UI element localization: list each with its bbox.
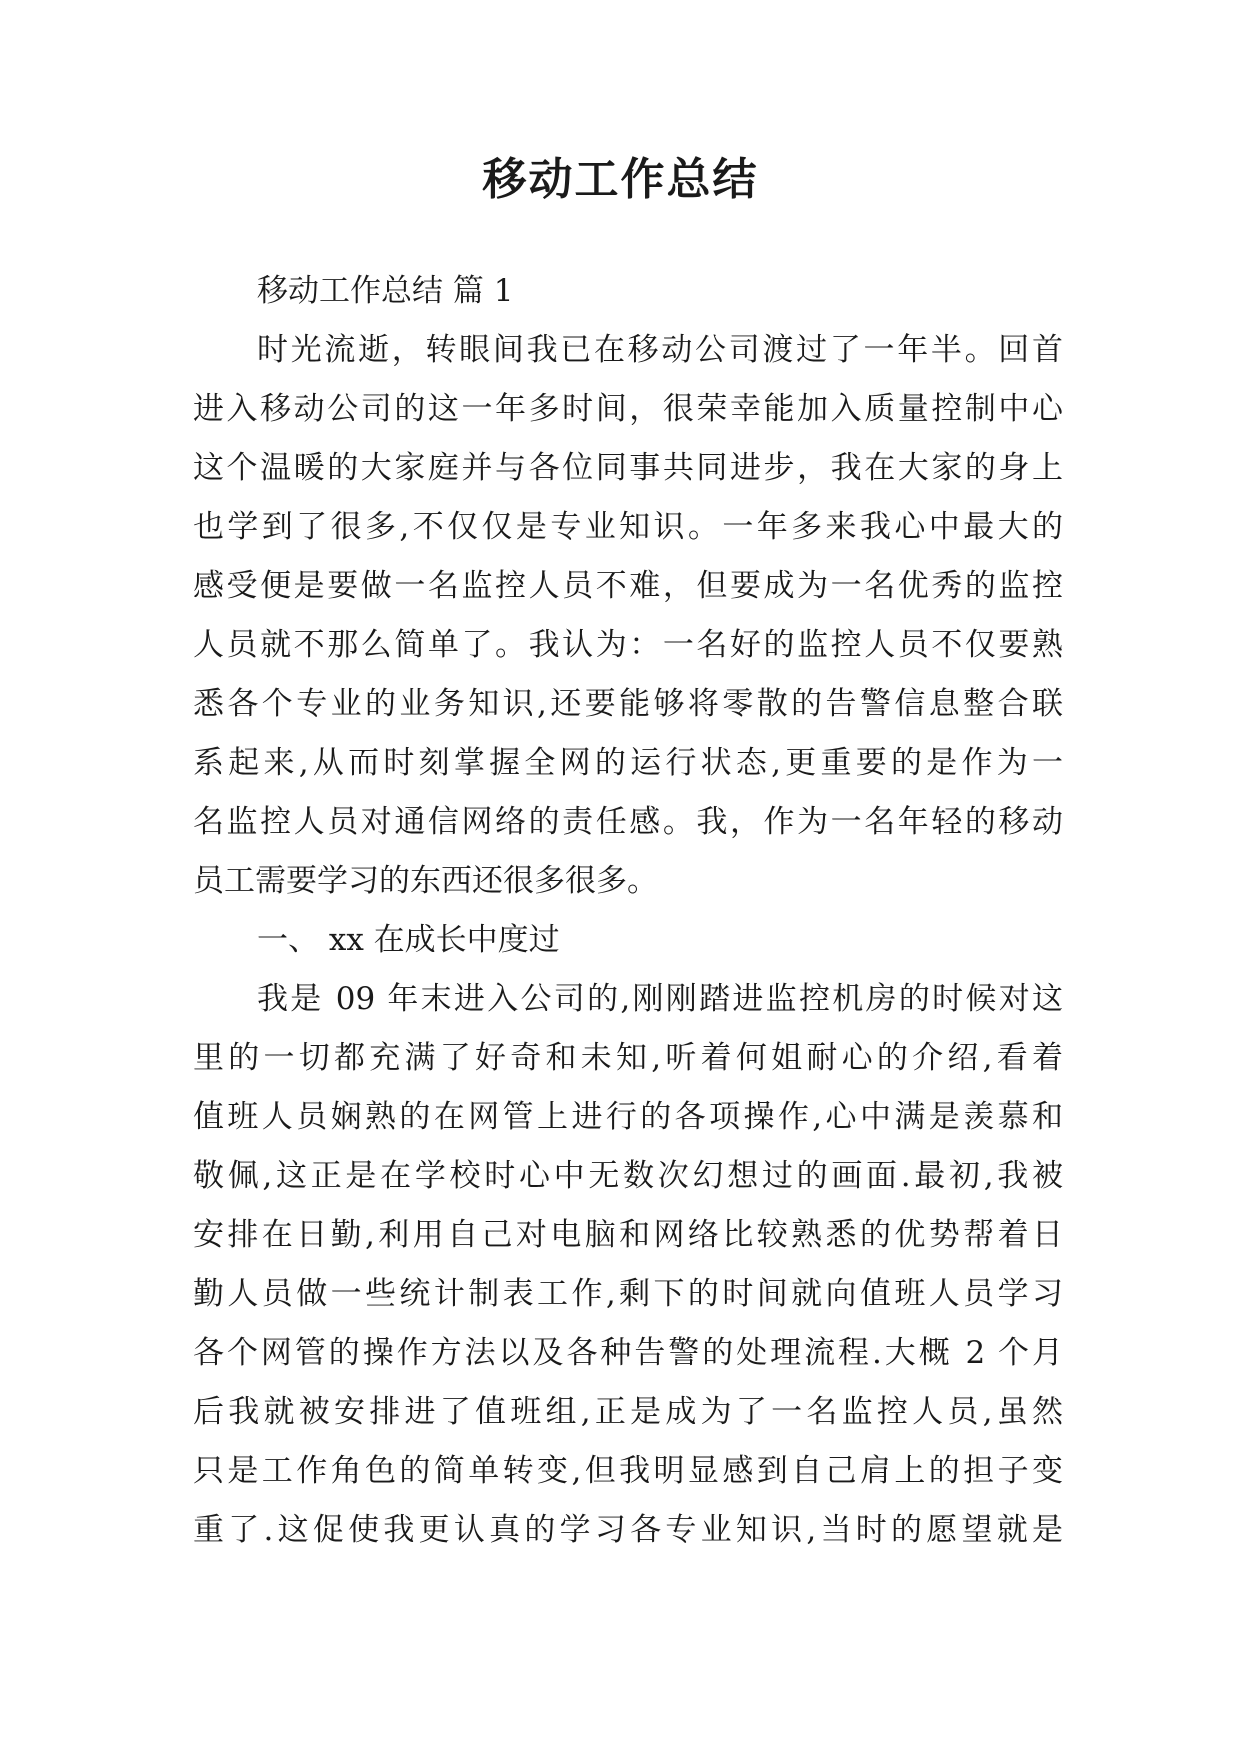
text-line: 我是 09 年末进入公司的,刚刚踏进监控机房的时候对这 (257, 981, 1063, 1017)
text-line: 勤人员做一些统计制表工作,剩下的时间就向值班人员学习 (193, 1276, 1063, 1312)
text-line: 后我就被安排进了值班组,正是成为了一名监控人员,虽然 (193, 1394, 1063, 1430)
text-line: 人员就不那么简单了。我认为：一名好的监控人员不仅要熟 (193, 627, 1063, 663)
text-line: 只是工作角色的简单转变,但我明显感到自己肩上的担子变 (193, 1453, 1063, 1489)
text-line: 感受便是要做一名监控人员不难，但要成为一名优秀的监控 (193, 568, 1063, 604)
text-line: 时光流逝，转眼间我已在移动公司渡过了一年半。回首 (257, 332, 1063, 368)
text-line: 也学到了很多,不仅仅是专业知识。一年多来我心中最大的 (193, 509, 1063, 545)
text-line: 安排在日勤,利用自己对电脑和网络比较熟悉的优势帮着日 (193, 1217, 1063, 1253)
text-line: 一、 xx 在成长中度过 (257, 922, 560, 958)
text-line: 员工需要学习的东西还很多很多。 (193, 863, 658, 899)
text-line: 里的一切都充满了好奇和未知,听着何姐耐心的介绍,看着 (193, 1040, 1063, 1076)
text-line: 进入移动公司的这一年多时间，很荣幸能加入质量控制中心 (193, 391, 1063, 427)
text-line: 值班人员娴熟的在网管上进行的各项操作,心中满是羡慕和 (193, 1099, 1063, 1135)
text-line: 重了.这促使我更认真的学习各专业知识,当时的愿望就是 (193, 1512, 1063, 1548)
text-line: 移动工作总结 篇 1 (257, 273, 514, 309)
document-body (193, 262, 1063, 1560)
text-line: 这个温暖的大家庭并与各位同事共同进步，我在大家的身上 (193, 450, 1063, 486)
text-line: 各个网管的操作方法以及各种告警的处理流程.大概 2 个月 (193, 1335, 1063, 1371)
text-line: 悉各个专业的业务知识,还要能够将零散的告警信息整合联 (193, 686, 1063, 722)
text-line: 名监控人员对通信网络的责任感。我，作为一名年轻的移动 (193, 804, 1063, 840)
text-line: 系起来,从而时刻掌握全网的运行状态,更重要的是作为一 (193, 745, 1063, 781)
text-line: 敬佩,这正是在学校时心中无数次幻想过的画面.最初,我被 (193, 1158, 1063, 1194)
document-title: 移动工作总结 (482, 154, 759, 205)
